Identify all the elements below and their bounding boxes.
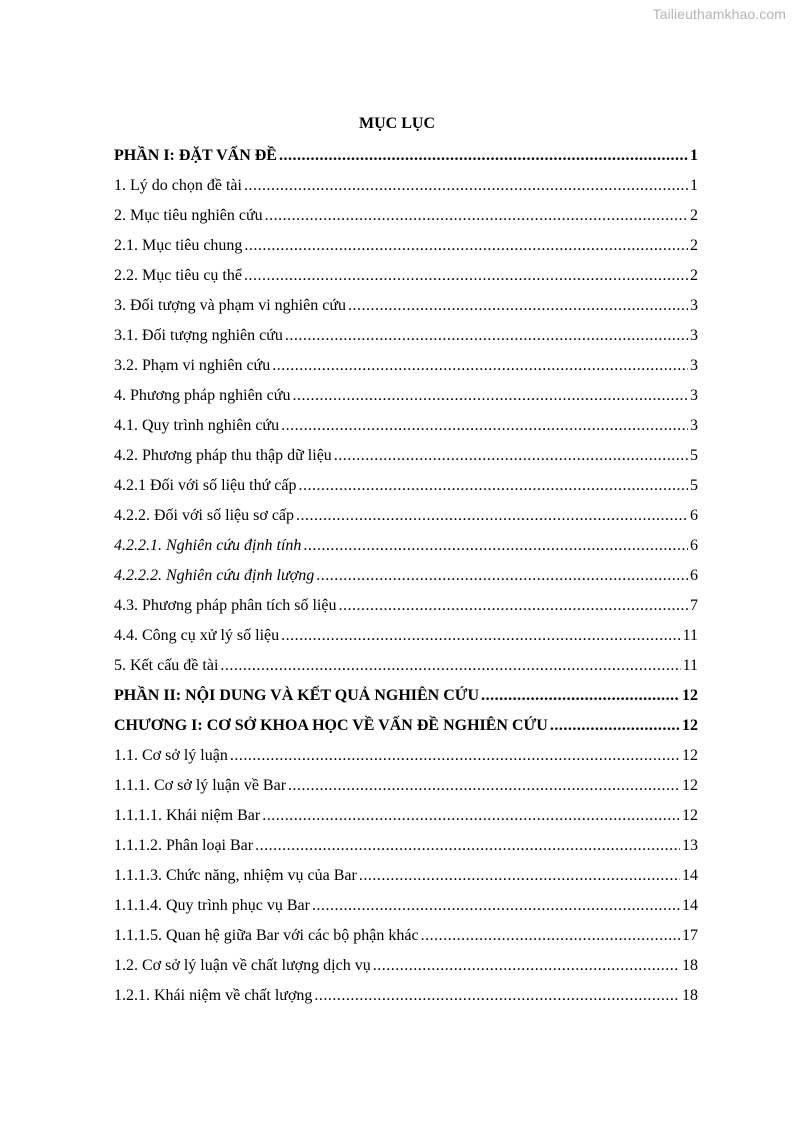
toc-entry-page-number: 3 [690,327,698,344]
toc-entry-label: 1.1.1.5. Quan hệ giữa Bar với các bộ phận khác [114,927,419,944]
toc-dot-leader [288,771,680,801]
toc-entry-label: 4.1. Quy trình nghiên cứu [114,417,280,434]
toc-entry-page-number: 5 [690,477,698,494]
toc-dot-leader [220,651,680,681]
toc-entry[interactable] [114,201,698,231]
toc-entry-label: 2.1. Mục tiêu chung [114,237,243,254]
toc-dot-leader [312,891,680,921]
toc-dot-leader [255,831,680,861]
table-of-contents [114,141,698,1011]
toc-entry-page-number: 14 [682,867,698,884]
toc-entry-page-number: 6 [690,567,698,584]
toc-entry-label: 4.4. Công cụ xử lý số liệu [114,627,280,644]
toc-entry-label: 4.2.2.1. Nghiên cứu định tính [114,537,302,554]
toc-entry[interactable] [114,291,698,321]
page-title: MỤC LỤC [359,115,435,132]
toc-entry-label: 3.2. Phạm vi nghiên cứu [114,357,271,374]
toc-dot-leader [265,201,688,231]
toc-dot-leader [279,141,688,171]
toc-entry-label: 4.2. Phương pháp thu thập dữ liệu [114,447,332,464]
toc-entry-label: CHƯƠNG I: CƠ SỞ KHOA HỌC VỀ VẤN ĐỀ NGHIÊN CỨU [114,717,548,734]
toc-entry-page-number: 3 [690,387,698,404]
toc-entry-page-number: 13 [682,837,698,854]
toc-entry[interactable] [114,441,698,471]
toc-dot-leader [244,261,688,291]
toc-entry-page-number: 7 [690,597,698,614]
toc-entry[interactable] [114,261,698,291]
toc-entry-page-number: 3 [690,357,698,374]
toc-entry[interactable] [114,321,698,351]
toc-entry-page-number: 17 [682,927,698,944]
toc-entry-page-number: 12 [682,807,698,824]
toc-dot-leader [334,441,688,471]
toc-entry[interactable] [114,801,698,831]
toc-entry-page-number: 12 [682,717,698,734]
toc-entry-label: 4. Phương pháp nghiên cứu [114,387,291,404]
toc-entry-page-number: 12 [682,747,698,764]
toc-entry-page-number: 1 [690,177,698,194]
toc-entry[interactable] [114,591,698,621]
toc-entry-label: 1. Lý do chọn đề tài [114,177,242,194]
toc-entry-label: 1.1.1. Cơ sở lý luận về Bar [114,777,287,794]
toc-dot-leader [230,741,680,771]
toc-dot-leader [272,351,688,381]
toc-dot-leader [421,921,680,951]
toc-entry-page-number: 11 [682,627,698,644]
toc-entry[interactable] [114,831,698,861]
toc-entry-page-number: 12 [682,687,698,704]
toc-entry-page-number: 18 [682,987,698,1004]
toc-entry[interactable] [114,651,698,681]
toc-entry-page-number: 3 [690,417,698,434]
toc-entry-label: 1.1.1.1. Khái niệm Bar [114,807,261,824]
toc-entry[interactable] [114,381,698,411]
toc-entry-label: 1.1.1.3. Chức năng, nhiệm vụ của Bar [114,867,357,884]
watermark-text: Tailieuthamkhao.com [652,6,786,22]
toc-dot-leader [244,231,688,261]
toc-entry[interactable] [114,471,698,501]
toc-entry-page-number: 11 [682,657,698,674]
toc-dot-leader [338,591,688,621]
toc-dot-leader [303,531,688,561]
toc-dot-leader [298,471,688,501]
toc-entry-page-number: 6 [690,537,698,554]
toc-entry-page-number: 14 [682,897,698,914]
toc-entry[interactable] [114,561,698,591]
toc-entry[interactable] [114,171,698,201]
toc-entry[interactable] [114,141,698,171]
toc-entry-label: 4.3. Phương pháp phân tích số liệu [114,597,337,614]
toc-entry[interactable] [114,681,698,711]
toc-entry-label: 4.2.2.2. Nghiên cứu định lượng [114,567,315,584]
toc-entry-label: 4.2.2. Đối với số liệu sơ cấp [114,507,295,524]
toc-entry[interactable] [114,861,698,891]
toc-entry-page-number: 18 [682,957,698,974]
toc-dot-leader [281,621,680,651]
toc-entry-label: 1.2.1. Khái niệm về chất lượng [114,987,313,1004]
toc-entry[interactable] [114,771,698,801]
toc-entry-label: 2.2. Mục tiêu cụ thể [114,267,242,284]
toc-dot-leader [296,501,688,531]
toc-dot-leader [262,801,680,831]
toc-dot-leader [481,681,680,711]
toc-entry[interactable] [114,891,698,921]
toc-dot-leader [550,711,680,741]
toc-entry-page-number: 2 [690,267,698,284]
toc-entry[interactable] [114,741,698,771]
toc-dot-leader [314,981,680,1011]
toc-entry-page-number: 3 [690,297,698,314]
toc-entry-label: PHẦN I: ĐẶT VẤN ĐỀ [114,147,277,164]
toc-dot-leader [348,291,688,321]
toc-entry-label: PHẦN II: NỘI DUNG VÀ KẾT QUẢ NGHIÊN CỨU [114,687,480,704]
toc-dot-leader [244,171,688,201]
toc-entry-page-number: 2 [690,237,698,254]
toc-entry[interactable] [114,711,698,741]
toc-dot-leader [316,561,688,591]
toc-entry[interactable] [114,411,698,441]
toc-entry-page-number: 2 [690,207,698,224]
toc-entry-label: 2. Mục tiêu nghiên cứu [114,207,263,224]
toc-entry[interactable] [114,621,698,651]
toc-entry-label: 1.1.1.4. Quy trình phục vụ Bar [114,897,310,914]
toc-entry-label: 1.1.1.2. Phân loại Bar [114,837,254,854]
toc-entry-label: 1.2. Cơ sở lý luận về chất lượng dịch vụ [114,957,371,974]
toc-entry-label: 3.1. Đối tượng nghiên cứu [114,327,283,344]
toc-entry[interactable] [114,351,698,381]
toc-entry[interactable] [114,951,698,981]
toc-entry-label: 5. Kết cấu đề tài [114,657,219,674]
toc-entry-page-number: 5 [690,447,698,464]
toc-entry-page-number: 1 [690,147,698,164]
toc-dot-leader [281,411,688,441]
toc-entry[interactable] [114,231,698,261]
toc-entry[interactable] [114,921,698,951]
toc-entry-page-number: 6 [690,507,698,524]
toc-entry[interactable] [114,501,698,531]
toc-dot-leader [292,381,688,411]
toc-dot-leader [373,951,680,981]
toc-entry[interactable] [114,981,698,1011]
toc-entry-label: 3. Đối tượng và phạm vi nghiên cứu [114,297,346,314]
toc-entry-page-number: 12 [682,777,698,794]
toc-dot-leader [285,321,688,351]
toc-entry[interactable] [114,531,698,561]
toc-dot-leader [359,861,680,891]
toc-entry-label: 1.1. Cơ sở lý luận [114,747,228,764]
toc-entry-label: 4.2.1 Đối với số liệu thứ cấp [114,477,297,494]
